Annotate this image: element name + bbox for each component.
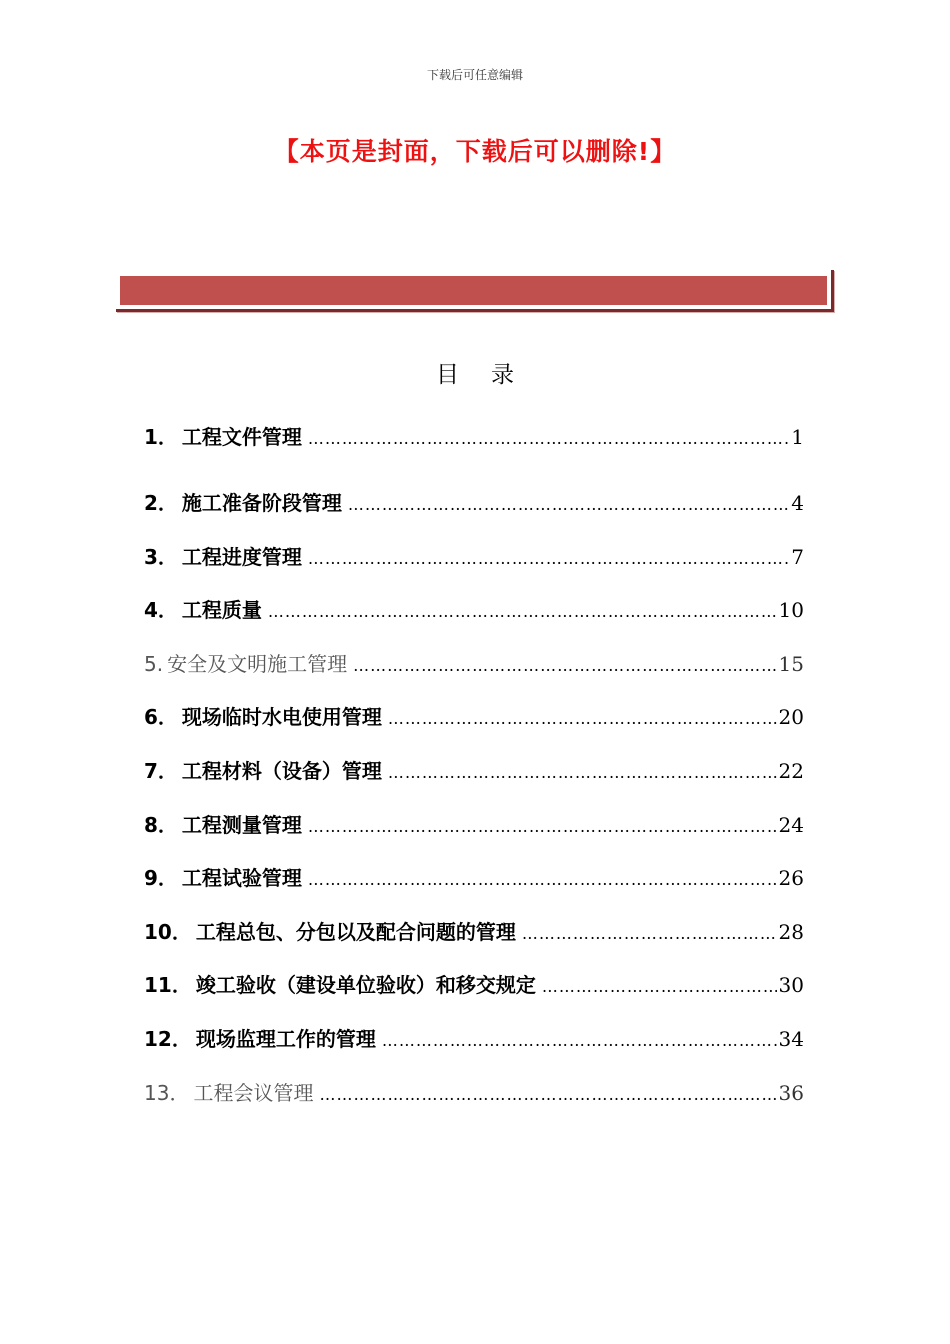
toc-leader-dots xyxy=(382,1024,777,1058)
toc-item[interactable] xyxy=(144,1022,804,1056)
toc-item-number: 5. xyxy=(144,652,164,676)
toc-item-page: 15 xyxy=(778,652,804,676)
toc-item-title: 现场监理工作的管理 xyxy=(195,1027,376,1051)
toc-item-title: 现场临时水电使用管理 xyxy=(181,705,382,729)
toc-item-number: 4． xyxy=(144,598,178,622)
toc-item-title: 工程试验管理 xyxy=(181,866,302,890)
banner-fill xyxy=(120,276,827,305)
header-note: 下载后可任意编辑 xyxy=(426,68,523,82)
toc-item-title: 工程进度管理 xyxy=(181,545,302,569)
cover-notice: 【本页是封面，下载后可以删除!】 xyxy=(273,137,677,166)
toc-item-number: 2． xyxy=(144,491,178,515)
toc-item-number: 7． xyxy=(144,759,178,783)
toc-item-title: 安全及文明施工管理 xyxy=(167,652,348,676)
toc-item-title: 工程会议管理 xyxy=(193,1081,314,1105)
toc-leader-dots xyxy=(542,970,777,1004)
toc-item-label xyxy=(144,861,302,895)
toc-item-number: 3． xyxy=(144,545,178,569)
toc-title: 目录 xyxy=(436,362,546,388)
toc-item[interactable] xyxy=(144,861,804,895)
toc-item-label xyxy=(144,808,302,842)
toc-item[interactable] xyxy=(144,593,804,627)
toc-item-page: 10 xyxy=(778,598,804,622)
toc-item-page: 4 xyxy=(791,491,804,515)
toc-item[interactable] xyxy=(144,700,804,734)
toc-item[interactable] xyxy=(144,647,804,681)
toc-item-page: 22 xyxy=(778,759,804,783)
toc-item-label xyxy=(144,420,302,454)
toc-item[interactable] xyxy=(144,968,804,1002)
toc-leader-dots xyxy=(353,649,776,683)
toc-leader-dots xyxy=(308,542,789,576)
decorative-banner xyxy=(116,270,834,312)
toc-item[interactable] xyxy=(144,420,804,454)
toc-item-label xyxy=(144,540,302,574)
toc-item-title: 工程测量管理 xyxy=(181,813,302,837)
toc-item-page: 20 xyxy=(778,705,804,729)
toc-leader-dots xyxy=(319,1078,776,1112)
toc-item-number: 13． xyxy=(144,1081,190,1105)
toc-item-number: 8． xyxy=(144,813,178,837)
toc-item[interactable] xyxy=(144,808,804,842)
toc-item-number: 10． xyxy=(144,920,192,944)
toc-item-label xyxy=(144,754,382,788)
toc-item-number: 1． xyxy=(144,425,178,449)
toc-item-label xyxy=(144,968,536,1002)
toc-item-title: 竣工验收（建设单位验收）和移交规定 xyxy=(195,973,536,997)
toc-item[interactable] xyxy=(144,915,804,949)
toc-leader-dots xyxy=(308,422,789,456)
toc-item-label xyxy=(144,647,347,681)
toc-item-page: 7 xyxy=(791,545,804,569)
toc-item-title: 工程质量 xyxy=(181,598,262,622)
toc-item[interactable] xyxy=(144,1076,804,1110)
toc-item-page: 30 xyxy=(778,973,804,997)
toc-item[interactable] xyxy=(144,754,804,788)
toc-item-title: 施工准备阶段管理 xyxy=(181,491,342,515)
toc-item-label xyxy=(144,486,342,520)
toc-item-label xyxy=(144,593,262,627)
toc-item-page: 26 xyxy=(778,866,804,890)
toc-item-label xyxy=(144,915,516,949)
toc-leader-dots xyxy=(388,756,777,790)
toc-item-number: 12． xyxy=(144,1027,192,1051)
toc-item[interactable] xyxy=(144,540,804,574)
toc-item-number: 6． xyxy=(144,705,178,729)
toc-item-number: 9． xyxy=(144,866,178,890)
toc-item-title: 工程总包、分包以及配合问题的管理 xyxy=(195,920,516,944)
toc-leader-dots xyxy=(522,917,777,951)
toc-item-page: 34 xyxy=(778,1027,804,1051)
toc-leader-dots xyxy=(308,810,777,844)
toc-leader-dots xyxy=(388,702,777,736)
toc-item-number: 11． xyxy=(144,973,192,997)
toc-leader-dots xyxy=(308,863,777,897)
toc-item-title: 工程文件管理 xyxy=(181,425,302,449)
toc-item-label xyxy=(144,700,382,734)
toc-item-page: 1 xyxy=(791,425,804,449)
toc-item-page: 28 xyxy=(778,920,804,944)
toc-item-page: 36 xyxy=(778,1081,804,1105)
toc-leader-dots xyxy=(268,595,777,629)
toc-item-label xyxy=(144,1022,376,1056)
toc-leader-dots xyxy=(348,488,789,522)
toc-item-page: 24 xyxy=(778,813,804,837)
toc-item[interactable] xyxy=(144,486,804,520)
toc-item-label xyxy=(144,1076,313,1110)
toc-item-title: 工程材料（设备）管理 xyxy=(181,759,382,783)
